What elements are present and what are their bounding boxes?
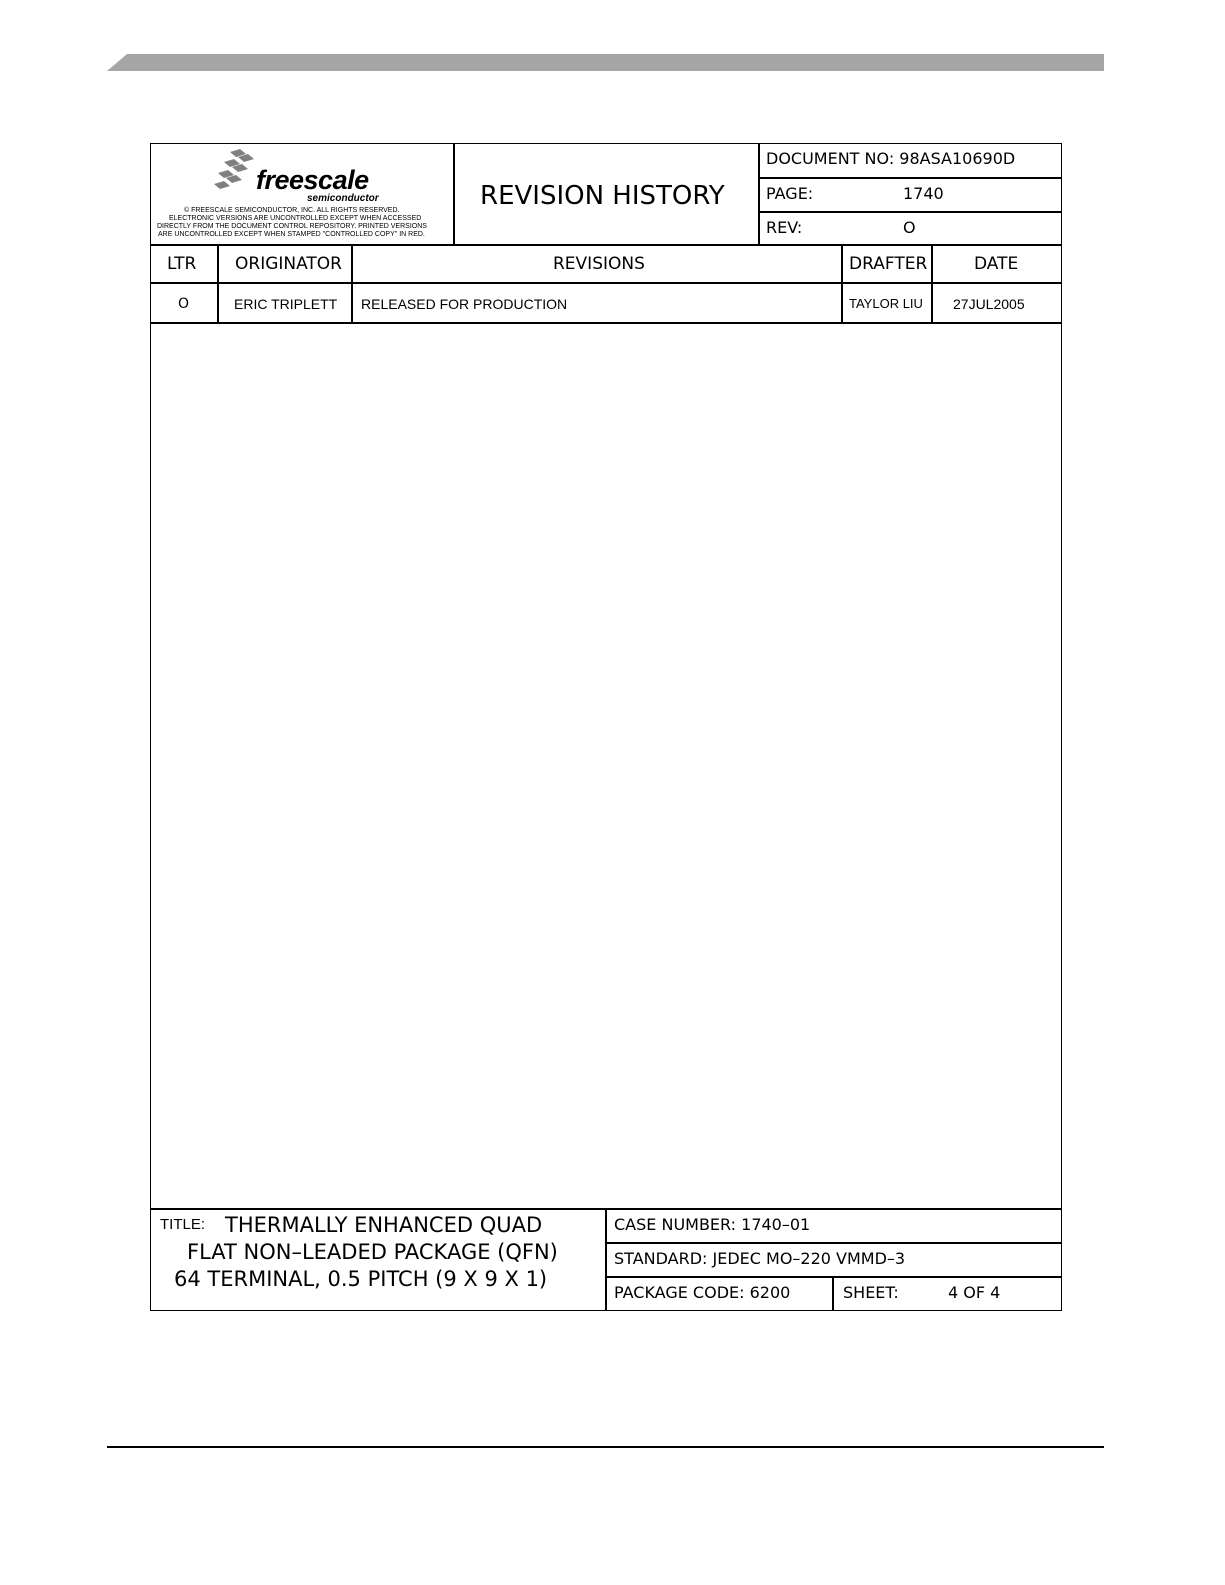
divider [453,143,455,244]
divider [841,244,843,323]
case-number: CASE NUMBER: 1740–01 [614,1215,811,1234]
row-revision: RELEASED FOR PRODUCTION [361,296,568,312]
page-label: PAGE: [766,184,814,203]
col-header-revisions: REVISIONS [553,254,645,274]
footer-rule [107,1446,1104,1448]
divider [605,1276,1062,1278]
document-number: DOCUMENT NO: 98ASA10690D [766,149,1016,168]
logo-notice-line: ARE UNCONTROLLED EXCEPT WHEN STAMPED "CONTROLLED COPY" IN RED. [158,231,425,238]
rev-value: O [903,218,916,237]
sheet-label: SHEET: [843,1283,899,1302]
divider [217,244,219,323]
frame-border [150,143,1062,1311]
divider [758,211,1062,213]
divider [605,1208,607,1311]
divider [931,244,933,323]
row-ltr: O [178,296,190,312]
row-originator: ERIC TRIPLETT [234,296,338,312]
col-header-drafter: DRAFTER [849,254,928,274]
header-bar-shape [0,0,1225,80]
page-value: 1740 [903,184,944,203]
logo-brand: freescale [256,165,369,195]
divider [832,1276,834,1311]
rev-label: REV: [766,218,803,237]
title-line: 64 TERMINAL, 0.5 PITCH (9 X 9 X 1) [174,1267,548,1291]
row-drafter: TAYLOR LIU [849,296,923,311]
sheet-value: 4 OF 4 [948,1283,1001,1302]
logo-notice-line: DIRECTLY FROM THE DOCUMENT CONTROL REPOSITORY. PRINTED VERSIONS [157,223,427,230]
col-header-date: DATE [974,254,1019,274]
title-line: THERMALLY ENHANCED QUAD [225,1213,543,1237]
logo-notice-line: ELECTRONIC VERSIONS ARE UNCONTROLLED EXCEPT WHEN ACCESSED [169,215,422,222]
row-date: 27JUL2005 [953,296,1025,312]
standard: STANDARD: JEDEC MO–220 VMMD–3 [614,1249,906,1268]
title-label: TITLE: [160,1216,206,1233]
divider [150,244,1062,246]
divider [150,282,1062,284]
divider [605,1242,1062,1244]
sheet-title: REVISION HISTORY [480,181,725,211]
logo-tagline: semiconductor [307,193,379,204]
logo-notice-line: © FREESCALE SEMICONDUCTOR, INC. ALL RIGHTS RESERVED. [184,207,400,214]
package-code: PACKAGE CODE: 6200 [614,1283,791,1302]
divider [150,322,1062,324]
divider [758,177,1062,179]
col-header-originator: ORIGINATOR [235,254,342,274]
col-header-ltr: LTR [167,254,197,274]
divider [758,143,760,244]
divider [351,244,353,323]
title-line: FLAT NON–LEADED PACKAGE (QFN) [187,1240,558,1264]
